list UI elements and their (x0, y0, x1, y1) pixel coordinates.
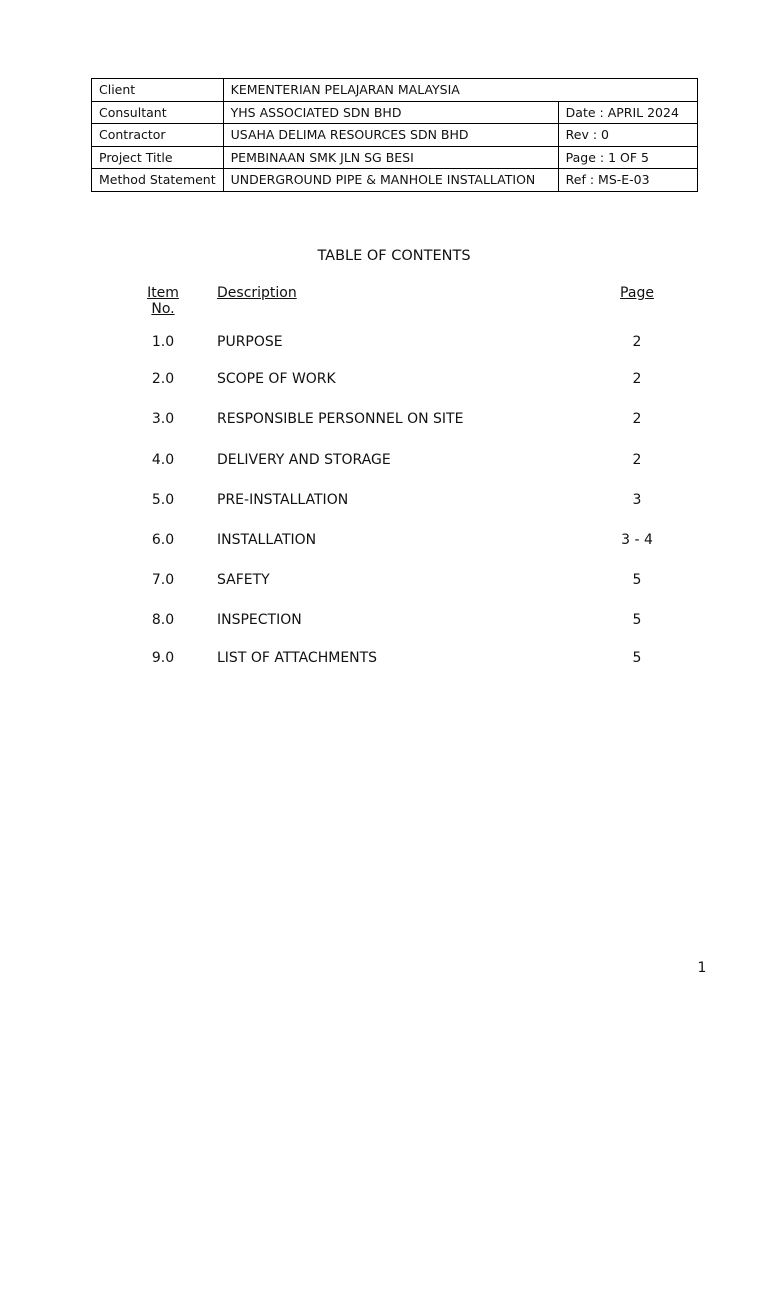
header-value: KEMENTERIAN PELAJARAN MALAYSIA (223, 79, 697, 102)
toc-entry-description: RESPONSIBLE PERSONNEL ON SITE (217, 411, 464, 427)
toc-entry-number: 5.0 (151, 492, 175, 508)
toc-entry-page: 2 (632, 411, 642, 427)
header-row-consultant (92, 101, 698, 124)
header-label: Client (92, 79, 224, 102)
toc-entry (0, 492, 768, 512)
toc-title: TABLE OF CONTENTS (317, 248, 471, 264)
toc-entry (0, 612, 768, 632)
page-number: 1 (697, 960, 707, 976)
toc-entry-description: DELIVERY AND STORAGE (217, 452, 391, 468)
toc-column-page: Page (620, 285, 654, 301)
toc-entry-number: 6.0 (151, 532, 175, 548)
header-label: Method Statement (92, 169, 224, 192)
toc-entry-description: INSPECTION (217, 612, 302, 628)
toc-entry-description: LIST OF ATTACHMENTS (217, 650, 378, 666)
toc-entry-page: 5 (632, 612, 642, 628)
toc-entry (0, 532, 768, 552)
toc-entry (0, 650, 768, 670)
toc-column-description: Description (217, 285, 297, 301)
toc-entry (0, 334, 768, 354)
toc-entry-number: 9.0 (151, 650, 175, 666)
toc-entry-page: 2 (632, 334, 642, 350)
toc-entry-page: 3 (632, 492, 642, 508)
toc-entry-description: SAFETY (217, 572, 270, 588)
toc-entry-number: 1.0 (151, 334, 175, 350)
header-value: USAHA DELIMA RESOURCES SDN BHD (223, 124, 558, 147)
header-label: Consultant (92, 101, 224, 124)
toc-entry (0, 452, 768, 472)
toc-column-item-no (143, 285, 183, 317)
toc-column-item-line2: No. (151, 301, 175, 317)
header-value: UNDERGROUND PIPE & MANHOLE INSTALLATION (223, 169, 558, 192)
header-row-method-statement (92, 169, 698, 192)
header-row-project-title (92, 146, 698, 169)
toc-entry-number: 8.0 (151, 612, 175, 628)
toc-entry-page: 3 - 4 (621, 532, 653, 548)
header-row-client (92, 79, 698, 102)
header-value: YHS ASSOCIATED SDN BHD (223, 101, 558, 124)
toc-entry (0, 371, 768, 391)
header-date: Date : APRIL 2024 (558, 101, 697, 124)
toc-column-item-line1: Item (147, 285, 179, 301)
toc-entry (0, 572, 768, 592)
header-row-contractor (92, 124, 698, 147)
toc-entry-page: 2 (632, 371, 642, 387)
toc-entry-number: 7.0 (151, 572, 175, 588)
header-label: Project Title (92, 146, 224, 169)
toc-entry-description: PRE-INSTALLATION (217, 492, 349, 508)
header-label: Contractor (92, 124, 224, 147)
toc-entry-number: 3.0 (151, 411, 175, 427)
header-reference: Ref : MS-E-03 (558, 169, 697, 192)
toc-entry (0, 411, 768, 431)
toc-entry-description: PURPOSE (217, 334, 283, 350)
toc-entry-description: SCOPE OF WORK (217, 371, 336, 387)
toc-entry-page: 2 (632, 452, 642, 468)
header-revision: Rev : 0 (558, 124, 697, 147)
header-value: PEMBINAAN SMK JLN SG BESI (223, 146, 558, 169)
toc-entry-number: 4.0 (151, 452, 175, 468)
toc-entry-number: 2.0 (151, 371, 175, 387)
toc-entry-description: INSTALLATION (217, 532, 317, 548)
document-header-table (91, 78, 698, 192)
header-page-count: Page : 1 OF 5 (558, 146, 697, 169)
toc-entry-page: 5 (632, 650, 642, 666)
toc-entry-page: 5 (632, 572, 642, 588)
